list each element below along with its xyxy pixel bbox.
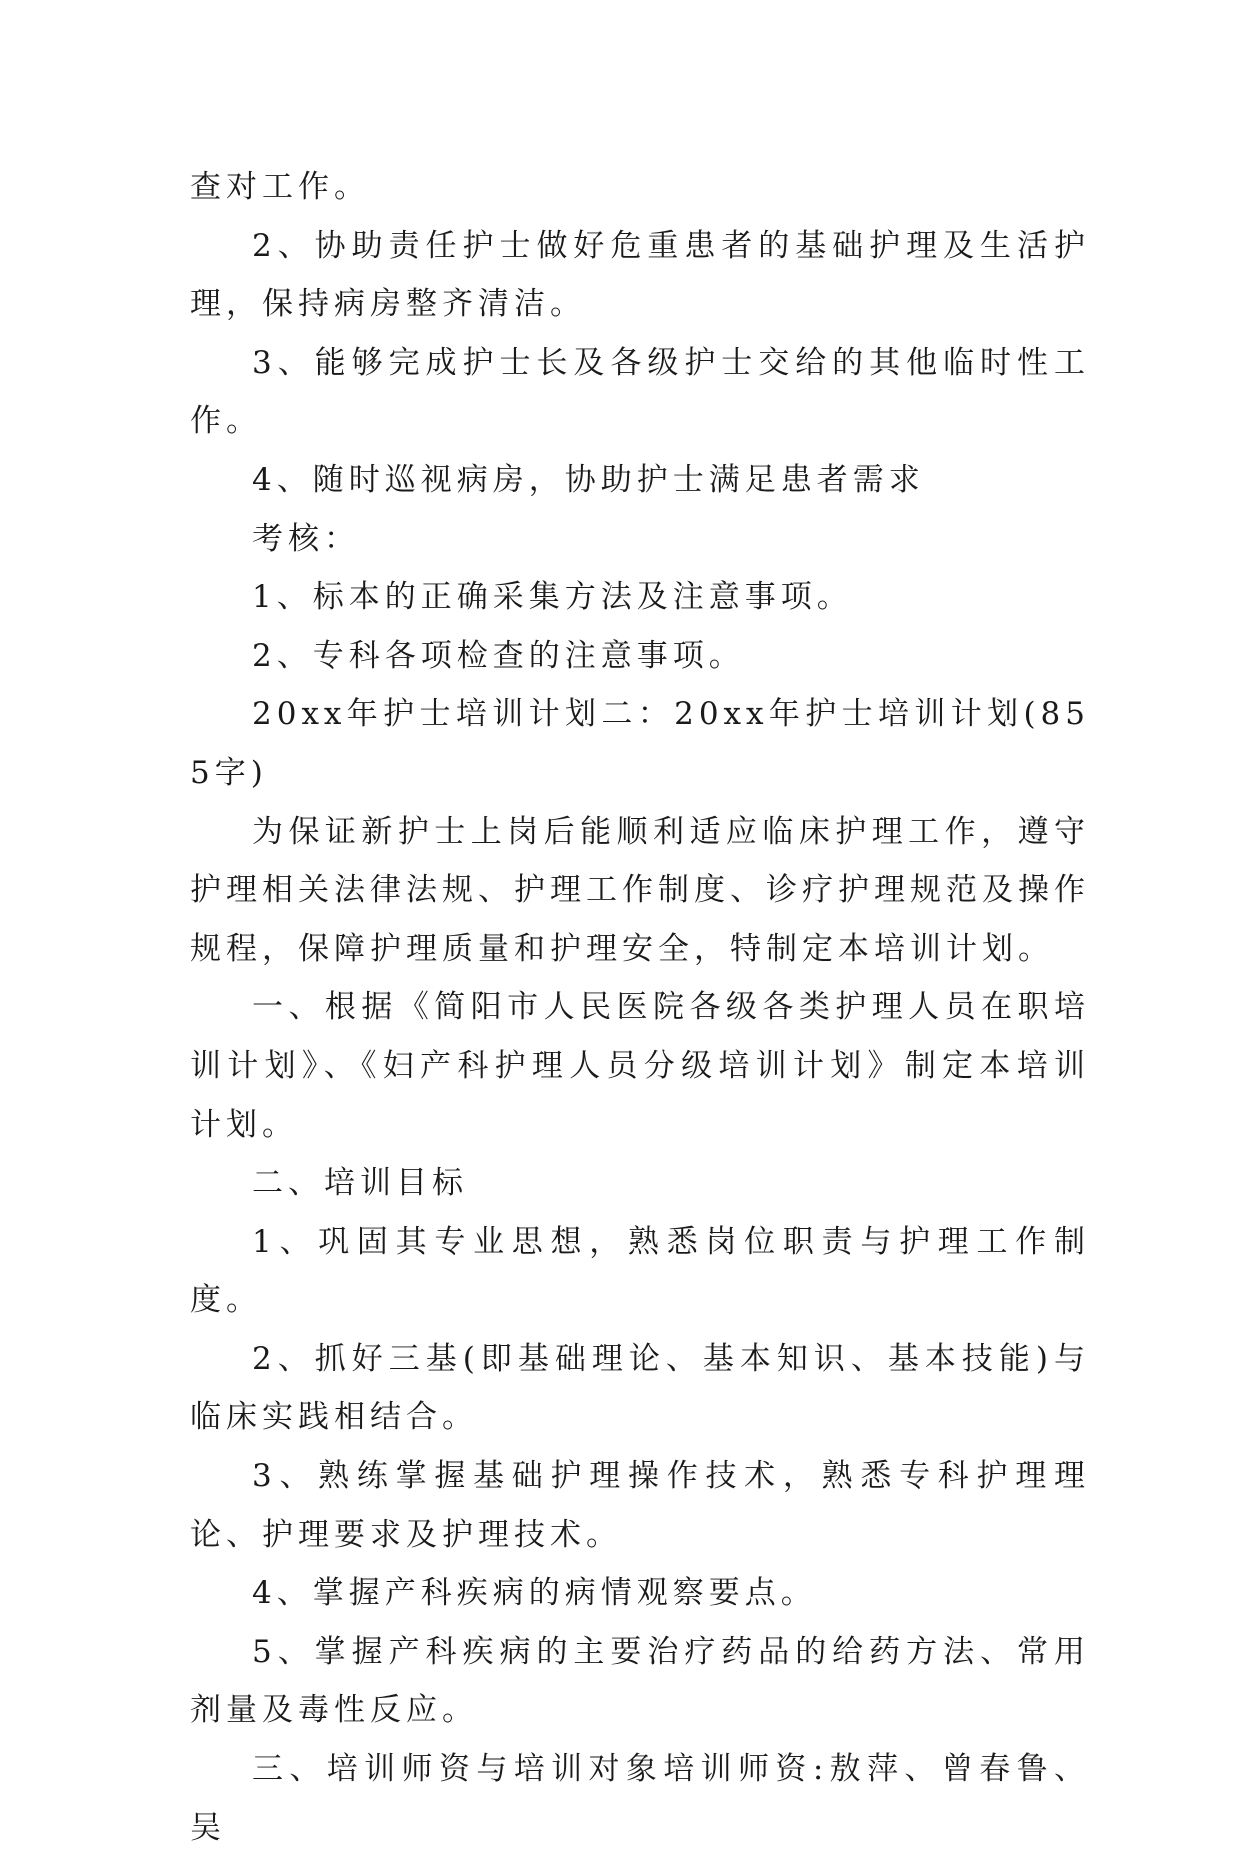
paragraph-11: 二、培训目标 xyxy=(252,1165,468,1202)
paragraph-5: 考核： xyxy=(252,520,360,557)
paragraph-15: 4、掌握产科疾病的病情观察要点。 xyxy=(252,1575,817,1612)
paragraph-16: 5、掌握产科疾病的主要治疗药品的给药方法、常用剂量及毒性反应。 xyxy=(190,1633,1090,1729)
paragraph-8: 20xx年护士培训计划二：20xx年护士培训计划(855字) xyxy=(190,696,1090,791)
paragraph-4: 4、随时巡视病房，协助护士满足患者需求 xyxy=(252,461,925,498)
paragraph-10: 一、根据《简阳市人民医院各级各类护理人员在职培训计划》、《妇产科护理人员分级培训计划》制定本培训计划。 xyxy=(190,989,1090,1143)
paragraph-9: 为保证新护士上岗后能顺利适应临床护理工作，遵守护理相关法律法规、护理工作制度、诊疗护理规范及操作规程，保障护理质量和护理安全，特制定本培训计划。 xyxy=(190,813,1090,967)
paragraph-2: 2、协助责任护士做好危重患者的基础护理及生活护理，保持病房整齐清洁。 xyxy=(190,227,1090,323)
paragraph-6: 1、标本的正确采集方法及注意事项。 xyxy=(252,579,853,616)
paragraph-17: 三、培训师资与培训对象培训师资:敖萍、曾春鲁、吴 xyxy=(190,1751,1090,1846)
paragraph-14: 3、熟练掌握基础护理操作技术，熟悉专科护理理论、护理要求及护理技术。 xyxy=(190,1458,1090,1553)
paragraph-3: 3、能够完成护士长及各级护士交给的其他临时性工作。 xyxy=(190,344,1090,440)
paragraph-12: 1、巩固其专业思想，熟悉岗位职责与护理工作制度。 xyxy=(190,1223,1090,1319)
paragraph-7: 2、专科各项检查的注意事项。 xyxy=(252,637,745,674)
document-body xyxy=(190,158,1090,1857)
paragraph-13: 2、抓好三基(即基础理论、基本知识、基本技能)与临床实践相结合。 xyxy=(190,1340,1090,1436)
paragraph-1: 查对工作。 xyxy=(190,169,370,205)
